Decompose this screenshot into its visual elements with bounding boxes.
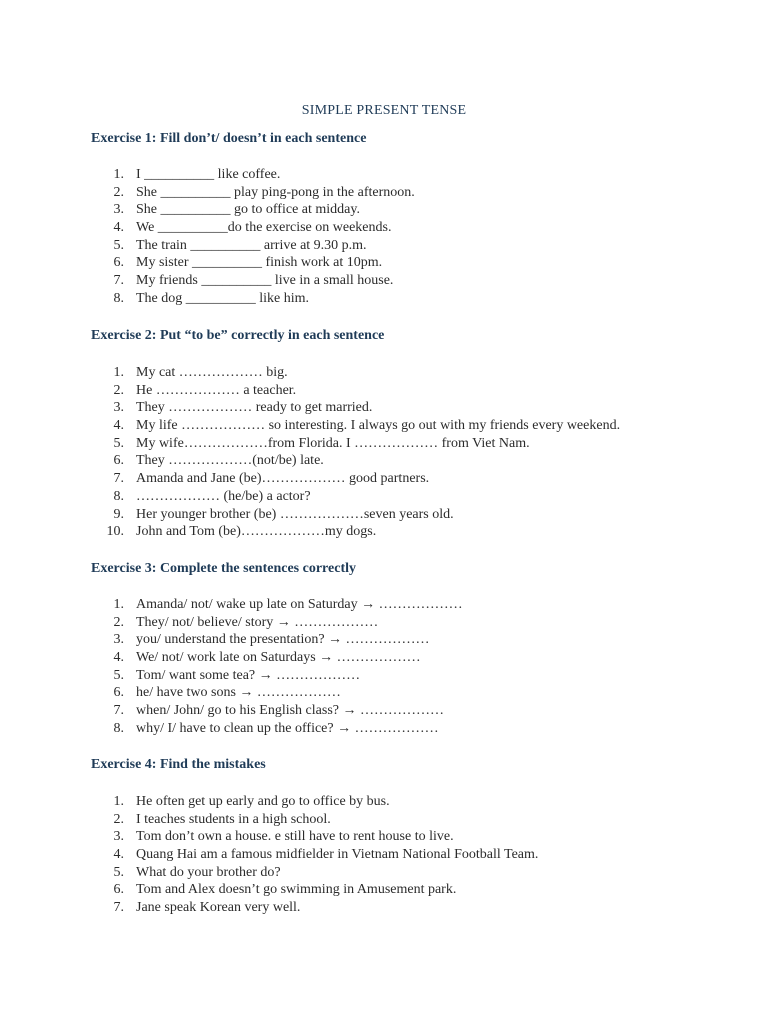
item-number: 3. bbox=[113, 202, 124, 218]
exercise-2-heading: Exercise 2: Put “to be” correctly in each sentence bbox=[91, 328, 385, 343]
item-text: Jane speak Korean very well. bbox=[136, 900, 301, 916]
item-number: 5. bbox=[113, 237, 124, 253]
item-number: 6. bbox=[113, 255, 124, 271]
item-number: 8. bbox=[113, 488, 124, 504]
item-number: 9. bbox=[113, 506, 124, 522]
item-number: 7. bbox=[113, 273, 124, 289]
item-text: you/ understand the presentation? → ……………… bbox=[136, 632, 430, 648]
item-number: 4. bbox=[113, 847, 124, 863]
item-number: 1. bbox=[113, 167, 124, 182]
item-text: She __________ play ping-pong in the afternoon. bbox=[136, 184, 415, 200]
item-number: 4. bbox=[113, 650, 124, 666]
item-text: Tom and Alex doesn’t go swimming in Amusement park. bbox=[136, 882, 457, 898]
item-text: Amanda/ not/ wake up late on Saturday → ……………… bbox=[136, 597, 463, 612]
item-text: They/ not/ believe/ story → ……………… bbox=[136, 614, 379, 630]
item-text: I __________ like coffee. bbox=[136, 167, 281, 182]
item-text: He ……………… a teacher. bbox=[136, 382, 297, 398]
item-number: 2. bbox=[113, 382, 124, 398]
item-number: 6. bbox=[113, 453, 124, 469]
item-text: My wife………………from Florida. I ……………… from Viet Nam. bbox=[136, 435, 530, 451]
page-title: SIMPLE PRESENT TENSE bbox=[301, 103, 467, 118]
item-number: 7. bbox=[113, 471, 124, 487]
item-text: Amanda and Jane (be)……………… good partners. bbox=[136, 471, 430, 487]
item-number: 1. bbox=[113, 365, 124, 380]
item-text: I teaches students in a high school. bbox=[136, 811, 331, 827]
item-text: My sister __________ finish work at 10pm. bbox=[136, 255, 383, 271]
item-text: What do your brother do? bbox=[136, 864, 281, 880]
item-number: 10. bbox=[106, 524, 124, 540]
item-number: 6. bbox=[113, 882, 124, 898]
item-number: 7. bbox=[113, 703, 124, 719]
item-text: He often get up early and go to office by bus. bbox=[136, 794, 390, 809]
item-number: 8. bbox=[113, 290, 124, 306]
item-text: She __________ go to office at midday. bbox=[136, 202, 360, 218]
item-number: 5. bbox=[113, 435, 124, 451]
item-text: My life ……………… so interesting. I always go out with my friends every weekend. bbox=[136, 418, 621, 434]
item-number: 4. bbox=[113, 220, 124, 236]
item-number: 1. bbox=[113, 794, 124, 809]
item-number: 5. bbox=[113, 667, 124, 683]
item-text: The dog __________ like him. bbox=[136, 290, 310, 306]
item-number: 3. bbox=[113, 400, 124, 416]
item-text: We/ not/ work late on Saturdays → ……………… bbox=[136, 650, 421, 666]
item-number: 1. bbox=[113, 597, 124, 612]
item-number: 5. bbox=[113, 864, 124, 880]
item-text: Her younger brother (be) ………………seven years old. bbox=[136, 506, 454, 522]
item-text: We __________do the exercise on weekends. bbox=[136, 220, 392, 236]
item-text: John and Tom (be)………………my dogs. bbox=[136, 524, 377, 540]
item-text: They ………………(not/be) late. bbox=[136, 453, 324, 469]
item-number: 3. bbox=[113, 632, 124, 648]
item-text: My friends __________ live in a small house. bbox=[136, 273, 394, 289]
item-text: They ……………… ready to get married. bbox=[136, 400, 373, 416]
item-number: 2. bbox=[113, 811, 124, 827]
item-text: Tom/ want some tea? → ……………… bbox=[136, 667, 361, 683]
item-text: Quang Hai am a famous midfielder in Vietnam National Football Team. bbox=[136, 847, 539, 863]
item-text: why/ I/ have to clean up the office? → ……………… bbox=[136, 720, 439, 736]
item-number: 2. bbox=[113, 184, 124, 200]
item-number: 4. bbox=[113, 418, 124, 434]
item-text: My cat ……………… big. bbox=[136, 365, 288, 380]
item-number: 2. bbox=[113, 614, 124, 630]
item-number: 7. bbox=[113, 900, 124, 916]
item-text: Tom don’t own a house. e still have to rent house to live. bbox=[136, 829, 454, 845]
item-text: The train __________ arrive at 9.30 p.m. bbox=[136, 237, 367, 253]
exercise-1-heading: Exercise 1: Fill don’t/ doesn’t in each sentence bbox=[91, 131, 367, 146]
item-text: he/ have two sons → ……………… bbox=[136, 685, 341, 701]
item-text: when/ John/ go to his English class? → ……………… bbox=[136, 703, 444, 719]
item-text: ……………… (he/be) a actor? bbox=[136, 488, 311, 504]
item-number: 3. bbox=[113, 829, 124, 845]
exercise-3-heading: Exercise 3: Complete the sentences correctly bbox=[91, 561, 356, 576]
exercise-4-heading: Exercise 4: Find the mistakes bbox=[91, 757, 266, 772]
item-number: 8. bbox=[113, 720, 124, 736]
item-number: 6. bbox=[113, 685, 124, 701]
